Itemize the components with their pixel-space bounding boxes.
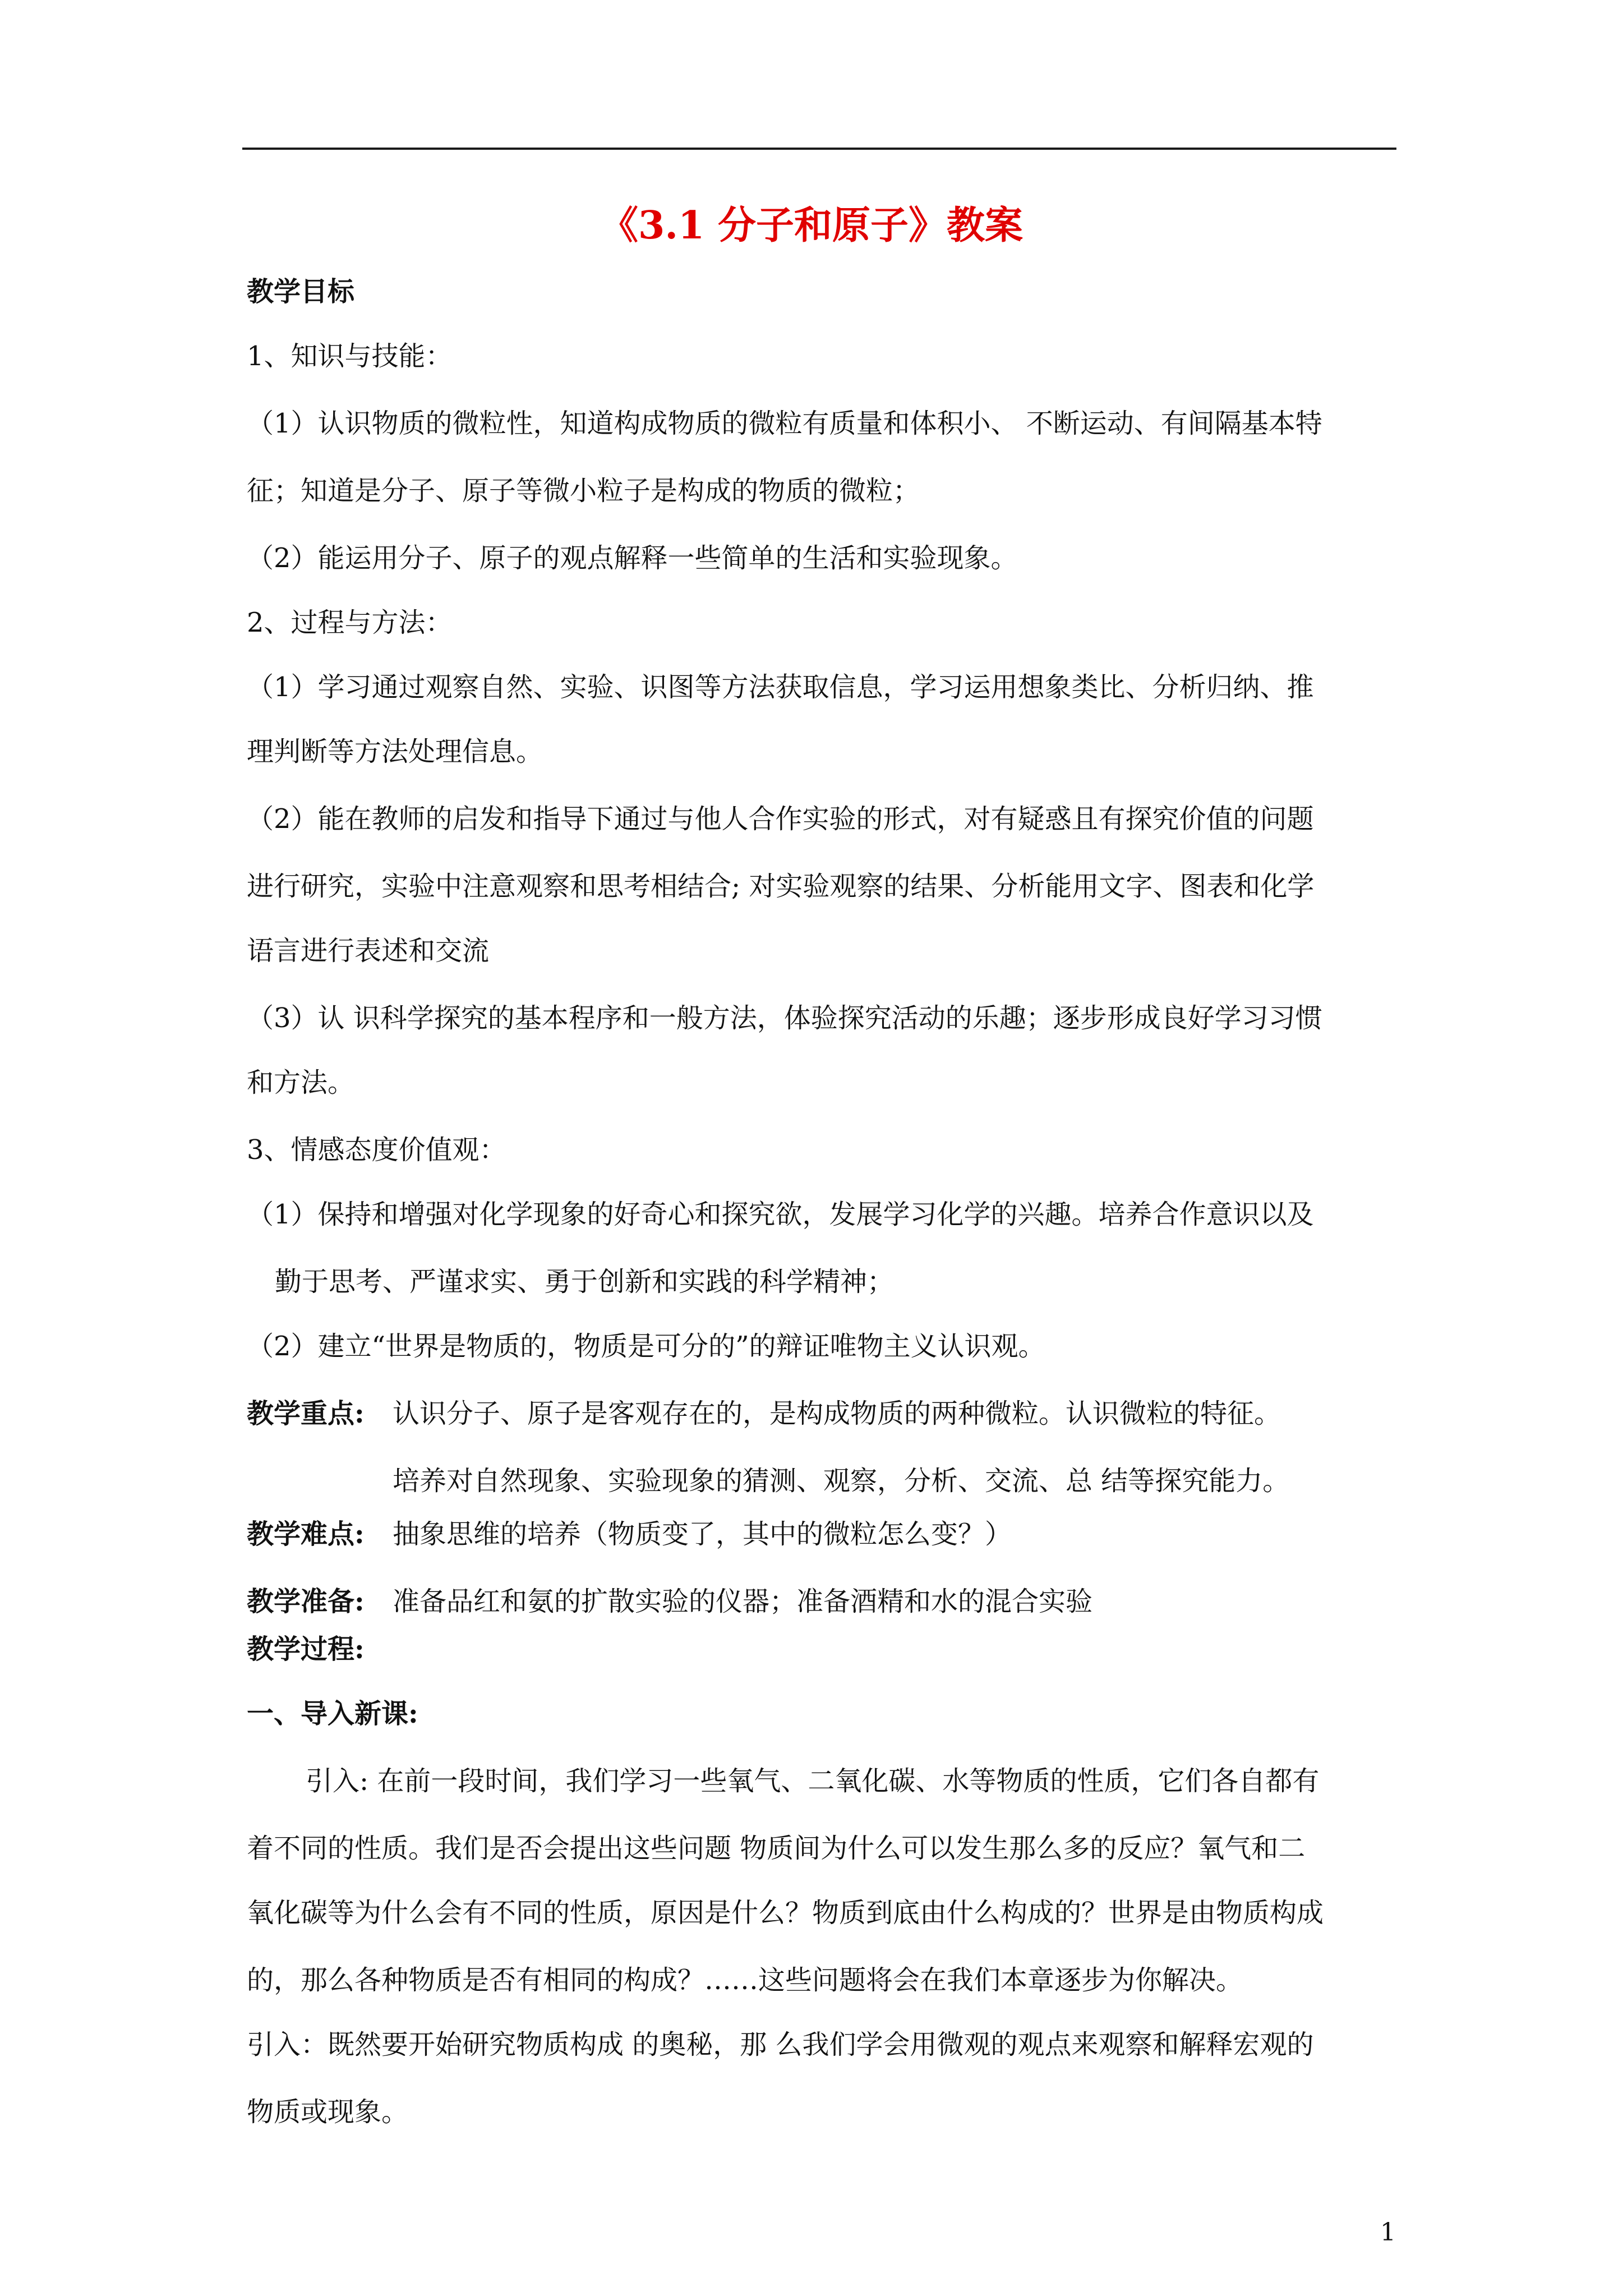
process-item-3-line-2: 和方法。 [247,1067,355,1098]
key-points-line-1: 认识分子、原子是客观存在的，是构成物质的两种微粒。认识微粒的特征。 [393,1398,1281,1429]
knowledge-item-2: （2）能运用分子、原子的观点解释一些简单的生活和实验现象。 [247,542,1018,574]
difficulty-text: 抽象思维的培养（物质变了，其中的微粒怎么变？） [393,1519,1012,1550]
key-points-line-2: 培养对自然现象、实验现象的猜测、观察，分析、交流、总 结等探究能力。 [393,1465,1290,1497]
emotion-item-2: （2）建立“世界是物质的，物质是可分的”的辩证唯物主义认识观。 [247,1331,1045,1362]
intro-2-line-1: 引入：既然要开始研究物质构成 的奥秘，那 么我们学会用微观的观点来观察和解释宏观的 [247,2029,1314,2060]
knowledge-heading: 1、知识与技能： [247,341,453,372]
intro-1-line-2: 着不同的性质。我们是否会提出这些问题 物质间为什么可以发生那么多的反应？氧气和二 [247,1833,1306,1864]
knowledge-item-1-line-1: （1）认识物质的微粒性，知道构成物质的微粒有质量和体积小、 不断运动、有间隔基本特 [247,408,1322,439]
difficulty-label: 教学难点: [247,1519,365,1550]
knowledge-item-1-line-2: 征；知道是分子、原子等微小粒子是构成的物质的微粒； [247,475,920,507]
intro-1-line-3: 氧化碳等为什么会有不同的性质，原因是什么？物质到底由什么构成的？世界是由物质构成 [247,1897,1324,1929]
preparation-label: 教学准备: [247,1586,365,1617]
process-method-heading: 2、过程与方法： [247,607,453,638]
objectives-heading: 教学目标 [247,276,355,307]
emotion-item-1-line-1: （1）保持和增强对化学现象的好奇心和探究欲，发展学习化学的兴趣。培养合作意识以及 [247,1199,1314,1230]
document-title: 《3.1 分子和原子》教案 [600,203,1023,248]
process-item-2-line-2: 进行研究，实验中注意观察和思考相结合; 对实验观察的结果、分析能用文字、图表和化学 [247,871,1315,902]
process-item-2-line-3: 语言进行表述和交流 [247,935,490,967]
teaching-process-label: 教学过程: [247,1634,365,1665]
intro-1-line-1: 引入: 在前一段时间，我们学习一些氧气、二氧化碳、水等物质的性质，它们各自都有 [306,1765,1320,1797]
header-rule [242,148,1396,150]
process-item-1-line-1: （1）学习通过观察自然、实验、识图等方法获取信息，学习运用想象类比、分析归纳、推 [247,671,1314,703]
key-points-label: 教学重点: [247,1398,365,1429]
intro-1-line-4: 的，那么各种物质是否有相同的构成？……这些问题将会在我们本章逐步为你解决。 [247,1964,1243,1996]
section-1-heading: 一、导入新课: [247,1698,418,1729]
emotion-heading: 3、情感态度价值观： [247,1134,506,1166]
emotion-item-1-line-2: 勤于思考、严谨求实、勇于创新和实践的科学精神； [275,1266,895,1297]
intro-2-line-2: 物质或现象。 [247,2096,409,2128]
process-item-2-line-1: （2）能在教师的启发和指导下通过与他人合作实验的形式，对有疑惑且有探究价值的问题 [247,803,1314,835]
page-number: 1 [1380,2218,1396,2247]
preparation-text: 准备品红和氨的扩散实验的仪器；准备酒精和水的混合实验 [393,1586,1093,1617]
process-item-1-line-2: 理判断等方法处理信息。 [247,736,543,767]
process-item-3-line-1: （3）认 识科学探究的基本程序和一般方法，体验探究活动的乐趣；逐步形成良好学习习惯 [247,1002,1322,1034]
